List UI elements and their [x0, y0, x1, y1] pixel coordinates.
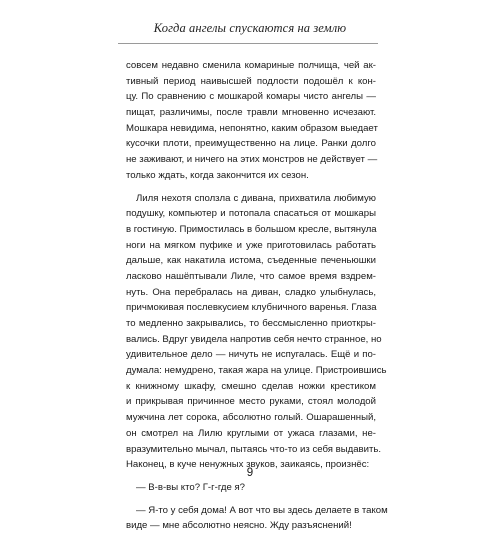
text-line: вразумительно мычал, пытаясь что-то из себя выдавить.	[126, 443, 382, 455]
paragraph	[126, 58, 376, 184]
text-line: не заживают, и ничего на этих монстров не действует —	[126, 154, 378, 166]
running-title: Когда ангелы спускаются на землю	[153, 21, 347, 35]
text-line: пищат, различимы, после травли мгновенно исчезают.	[126, 107, 376, 119]
text-line: причмокивая послевкусием клубничного варенья. Глаза	[126, 302, 377, 314]
text-line: — В-в-вы кто? Г-г-где я?	[136, 481, 246, 493]
text-line: он смотрел на Лилю круглыми от ужаса глазами, не-	[126, 427, 376, 439]
text-line: — Я-то у себя дома! А вот что вы здесь делаете в таком	[136, 504, 388, 516]
paragraph	[126, 480, 376, 496]
text-line: нуть. Она перебралась на диван, сладко улыбнулась,	[126, 286, 376, 298]
text-line: ноги на мягком пуфике и уже приготовилась работать	[126, 239, 376, 251]
paragraph	[126, 503, 388, 534]
paragraph	[126, 191, 387, 473]
text-line: дальше, как накатила истома, съеденные печеньюшки	[126, 255, 376, 267]
body-text	[126, 58, 388, 534]
text-line: тивный период наивысшей подлости подошёл к кон-	[126, 75, 376, 87]
text-line: Наконец, в куче ненужных звуков, заикаясь, произнёс:	[126, 459, 370, 471]
text-line: и прикрывая причинное место руками, стоял молодой	[126, 396, 376, 408]
text-line: кусочки плоти, преимущественно на лице. Ранки долго	[126, 138, 376, 150]
text-line: совсем недавно сменила комариные полчища, чей ак-	[126, 60, 376, 71]
text-line: только ждать, когда закончится их сезон.	[126, 169, 309, 181]
text-line: подушку, компьютер и потопала спасаться от мошкары	[126, 208, 376, 220]
text-line: удивительное дело — ничуть не испугалась. Ещё и по-	[126, 349, 376, 361]
text-line: вались. Вдруг увидела напротив себя нечто странное, но	[126, 333, 382, 345]
text-line: мужчина лет сорока, абсолютно голый. Ошарашенный,	[126, 412, 376, 424]
header-divider	[118, 43, 378, 44]
text-line: к книжному шкафу, смешно сделав ножки крестиком	[126, 380, 376, 392]
text-line: Мошкара невидима, непонятно, каким образом выедает	[126, 122, 378, 134]
text-line: то медленно закрывались, то бессмысленно приоткры-	[126, 318, 376, 329]
text-line: виде — мне абсолютно неясно. Жду разъяснений!	[126, 520, 352, 532]
text-line: цу. По сравнению с мошкарой комары чисто ангелы —	[126, 91, 376, 103]
text-line: ласково нашёптывали Лиле, что самое время вздрем-	[126, 270, 376, 282]
text-line: думала: немудрено, такая жара на улице. Пристроившись	[126, 365, 387, 377]
text-line: в гостиную. Примостилась в большом кресле, вытянула	[126, 223, 377, 235]
text-line: Лиля нехотя сползла с дивана, прихватила любимую	[136, 192, 376, 204]
page-number: 9	[246, 467, 254, 479]
